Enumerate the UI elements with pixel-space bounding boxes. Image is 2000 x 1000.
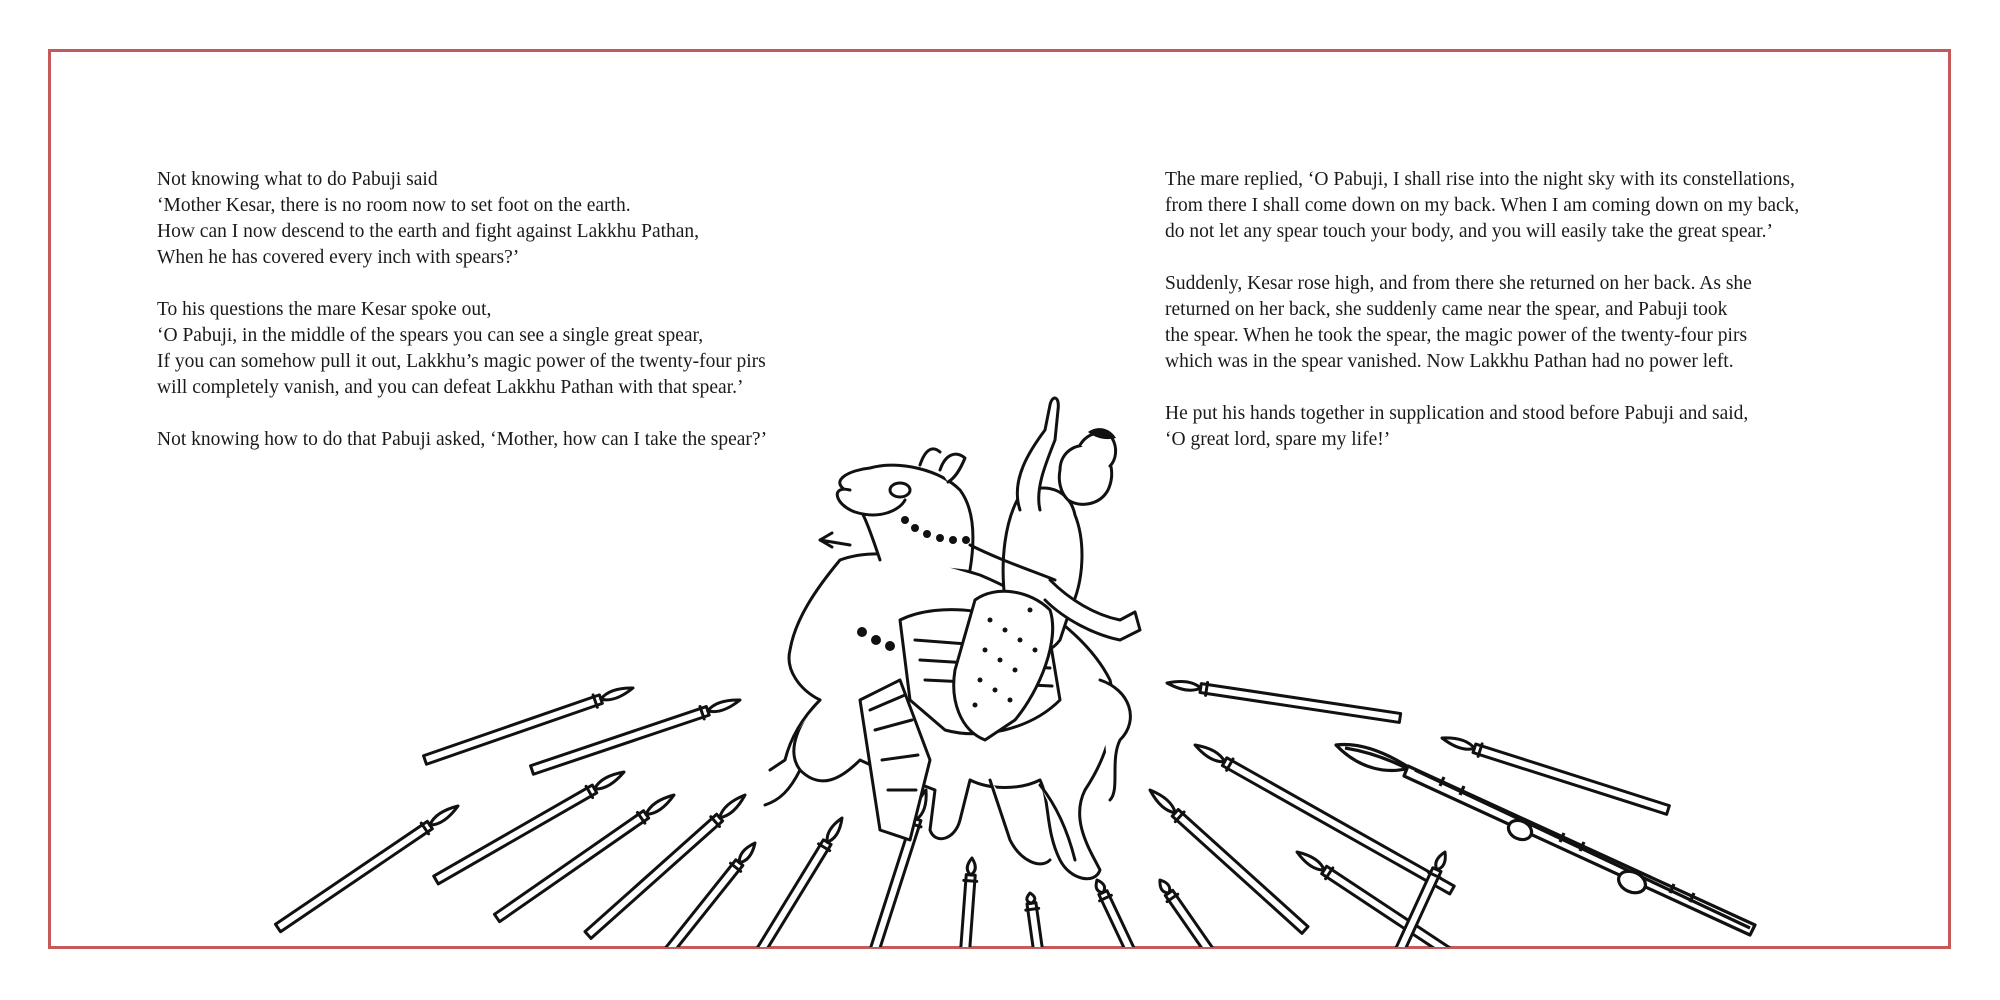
horseman-spears-illustration (260, 395, 1770, 947)
spear (1160, 880, 1214, 947)
spear (585, 795, 745, 938)
spear (434, 772, 624, 884)
text-line: The mare replied, ‘O Pabuji, I shall rise into the night sky with its constellations, (1165, 169, 1795, 190)
text-line: Not knowing what to do Pabuji said (157, 169, 438, 190)
text-line: will completely vanish, and you can defeat Lakkhu Pathan with that spear.’ (157, 377, 744, 398)
text-line: ‘O great lord, spare my life!’ (1165, 429, 1391, 450)
text-line: Suddenly, Kesar rose high, and from there she returned on her back. As she (1165, 273, 1752, 294)
text-line: ‘Mother Kesar, there is no room now to set foot on the earth. (157, 195, 631, 216)
spear (1026, 893, 1043, 947)
paragraph (157, 297, 817, 401)
text-line: the spear. When he took the spear, the magic power of the twenty-four pirs (1165, 325, 1748, 346)
spear (1150, 790, 1308, 933)
paragraph (157, 167, 817, 271)
text-line: from there I shall come down on my back. When I am coming down on my back, (1165, 195, 1800, 216)
text-line: If you can somehow pull it out, Lakkhu’s magic power of the twenty-four pirs (157, 351, 766, 372)
paragraph (1165, 167, 1865, 245)
spear (1167, 682, 1401, 723)
spear (756, 818, 842, 947)
text-line: which was in the spear vanished. Now Lakkhu Pathan had no power left. (1165, 351, 1734, 372)
spear (1096, 880, 1134, 947)
text-line: How can I now descend to the earth and fight against Lakkhu Pathan, (157, 221, 700, 242)
paragraph (1165, 271, 1865, 375)
text-line: returned on her back, she suddenly came near the spear, and Pabuji took (1165, 299, 1728, 320)
spear (961, 858, 977, 947)
horse-and-rider (765, 398, 1140, 879)
spear (275, 806, 458, 932)
text-line: ‘O Pabuji, in the middle of the spears you can see a single great spear, (157, 325, 704, 346)
spear (494, 795, 674, 922)
text-line: To his questions the mare Kesar spoke out, (157, 299, 492, 320)
text-line: Not knowing how to do that Pabuji asked, ‘Mother, how can I take the spear?’ (157, 429, 768, 450)
text-line: do not let any spear touch your body, and you will easily take the great spear.’ (1165, 221, 1773, 242)
text-line: When he has covered every inch with spears?’ (157, 247, 520, 268)
text-line: He put his hands together in supplication and stood before Pabuji and said, (1165, 403, 1749, 424)
